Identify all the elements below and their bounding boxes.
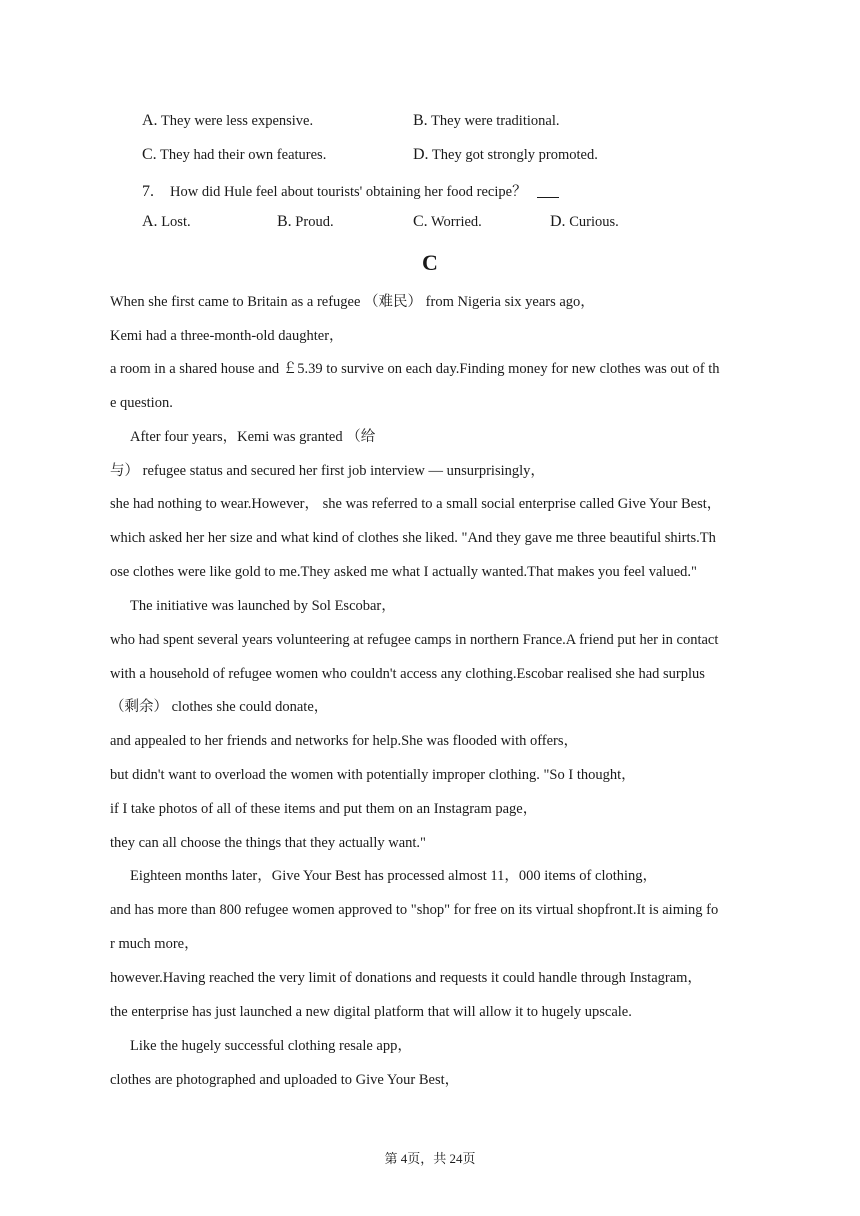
q6-option-d[interactable]: D. They got strongly promoted.: [413, 146, 598, 163]
question-7: [142, 180, 559, 201]
passage-line: e question.: [110, 395, 173, 411]
passage-line: if I take photos of all of these items and put them on an Instagram page，: [110, 801, 538, 817]
passage-line: ose clothes were like gold to me.They asked me what I actually wanted.That makes you feel valued.": [110, 564, 697, 580]
q7-option-d[interactable]: D. Curious.: [550, 213, 619, 230]
question-number: 7.: [142, 183, 154, 200]
passage-line: After four years，Kemi was granted （给: [130, 429, 376, 445]
passage-line: which asked her her size and what kind of clothes she liked. "And they gave me three beautiful shirts.Th: [110, 530, 716, 546]
passage-line: she had nothing to wear.However， she was referred to a small social enterprise called Give Your Best，: [110, 496, 722, 512]
passage-line: When she first came to Britain as a refugee （难民） from Nigeria six years ago，: [110, 294, 595, 310]
q6-option-a[interactable]: A. They were less expensive.: [142, 112, 314, 129]
passage-line: who had spent several years volunteering at refugee camps in northern France.A friend put her in contact: [110, 632, 719, 648]
passage-line: 与） refugee status and secured her first job interview — unsurprisingly，: [110, 463, 545, 479]
passage-line: with a household of refugee women who couldn't access any clothing.Escobar realised she had surplus: [110, 666, 705, 682]
passage-line: r much more，: [110, 936, 199, 952]
passage-line: and appealed to her friends and networks for help.She was flooded with offers，: [110, 733, 579, 749]
q7-option-c[interactable]: C. Worried.: [413, 213, 482, 230]
answer-blank[interactable]: [537, 183, 559, 198]
q6-option-b[interactable]: B. They were traditional.: [413, 112, 560, 129]
passage-line: Eighteen months later，Give Your Best has processed almost 11，000 items of clothing，: [130, 868, 658, 884]
passage-line: they can all choose the things that they actually want.": [110, 835, 426, 851]
section-title: C: [422, 250, 438, 275]
passage-line: The initiative was launched by Sol Escobar，: [130, 598, 396, 614]
passage-line: Like the hugely successful clothing resale app，: [130, 1038, 412, 1054]
passage-line: however.Having reached the very limit of donations and requests it could handle through Instagram，: [110, 970, 702, 986]
passage-line: clothes are photographed and uploaded to Give Your Best，: [110, 1072, 460, 1088]
passage-line: a room in a shared house and ￡5.39 to survive on each day.Finding money for new clothes was out of th: [110, 361, 720, 377]
page-footer: 第 4页，共 24页: [384, 1151, 476, 1166]
q7-option-b[interactable]: B. Proud.: [277, 213, 334, 230]
passage-line: the enterprise has just launched a new digital platform that will allow it to hugely upscale.: [110, 1004, 632, 1020]
passage-line: （剩余） clothes she could donate，: [110, 699, 329, 715]
passage-line: but didn't want to overload the women with potentially improper clothing. "So I thought，: [110, 767, 636, 783]
q6-option-c[interactable]: C. They had their own features.: [142, 146, 327, 163]
question-text: How did Hule feel about tourists' obtaining her food recipe？: [170, 184, 527, 200]
passage-line: and has more than 800 refugee women approved to "shop" for free on its virtual shopfront.It is aiming fo: [110, 902, 719, 918]
passage-line: Kemi had a three-month-old daughter，: [110, 328, 344, 344]
q7-option-a[interactable]: A. Lost.: [142, 213, 191, 230]
